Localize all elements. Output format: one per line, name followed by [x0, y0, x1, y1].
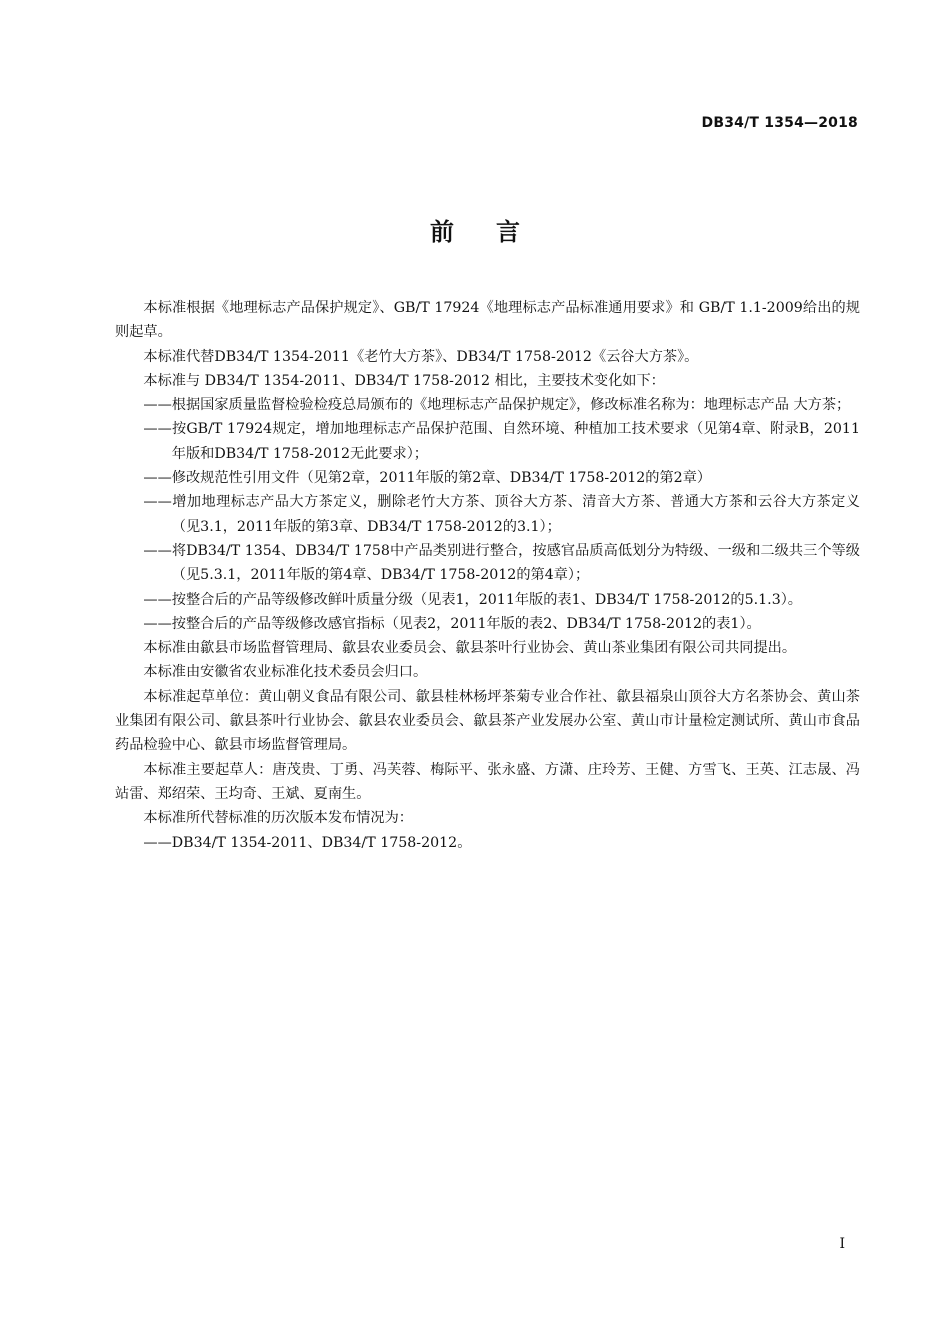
change-item: ——按整合后的产品等级修改鲜叶质量分级（见表1，2011年版的表1、DB34/T 1758-2012的5.1.3）。 [143, 591, 802, 608]
paragraph-committee: 本标准由安徽省农业标准化技术委员会归口。 [143, 664, 428, 681]
foreword-body [115, 296, 860, 855]
paragraph-drafting-units: 本标准起草单位：黄山朝义食品有限公司、歙县桂林杨坪茶菊专业合作社、歙县福泉山顶谷大方名茶协会、黄山茶业集团有限公司、歙县茶叶行业协会、歙县农业委员会、歙县茶产业发展办公室、黄山市计量检定测试所、黄山市食品药品检验中心、歙县市场监督管理局。 [115, 688, 860, 754]
change-item: ——增加地理标志产品大方茶定义，删除老竹大方茶、顶谷大方茶、清音大方茶、普通大方茶和云谷大方茶定义（见3.1，2011年版的第3章、DB34/T 1758-2012的3.1）； [143, 494, 860, 535]
paragraph-drafters: 本标准主要起草人：唐茂贵、丁勇、冯芙蓉、梅际平、张永盛、方潇、庄玲芳、王健、方雪飞、王英、江志晟、冯站雷、郑绍荣、王均奇、王斌、夏南生。 [115, 761, 860, 802]
page-number: I [839, 1236, 845, 1252]
page-title: 前言 [430, 218, 562, 246]
paragraph-replaces: 本标准代替DB34/T 1354-2011《老竹大方茶》、DB34/T 1758-2012《云谷大方茶》。 [143, 348, 699, 365]
history-item: ——DB34/T 1354-2011、DB34/T 1758-2012。 [143, 834, 472, 851]
change-item: ——根据国家质量监督检验检疫总局颁布的《地理标志产品保护规定》，修改标准名称为：地理标志产品 大方茶； [143, 397, 851, 414]
change-item: ——按整合后的产品等级修改感官指标（见表2，2011年版的表2、DB34/T 1758-2012的表1）。 [143, 615, 761, 632]
paragraph-history-intro: 本标准所代替标准的历次版本发布情况为： [143, 810, 413, 827]
paragraph-proposers: 本标准由歙县市场监督管理局、歙县农业委员会、歙县茶叶行业协会、黄山茶业集团有限公司共同提出。 [143, 640, 797, 657]
change-item: ——修改规范性引用文件（见第2章，2011年版的第2章、DB34/T 1758-2012的第2章） [143, 470, 712, 487]
change-item: ——将DB34/T 1354、DB34/T 1758中产品类别进行整合，按感官品质高低划分为特级、一级和二级共三个等级（见5.3.1，2011年版的第4章、DB34/T 1758-2012的第4章）； [143, 542, 860, 584]
paragraph-changes-intro: 本标准与 DB34/T 1354-2011、DB34/T 1758-2012 相比，主要技术变化如下： [143, 372, 665, 389]
change-item: ——按GB/T 17924规定，增加地理标志产品保护范围、自然环境、种植加工技术要求（见第4章、附录B，2011年版和DB34/T 1758-2012无此要求）； [143, 421, 860, 462]
document-code: DB34/T 1354—2018 [701, 115, 858, 131]
paragraph-drafting-basis: 本标准根据《地理标志产品保护规定》、GB/T 17924《地理标志产品标准通用要求》和 GB/T 1.1-2009给出的规则起草。 [115, 300, 860, 341]
